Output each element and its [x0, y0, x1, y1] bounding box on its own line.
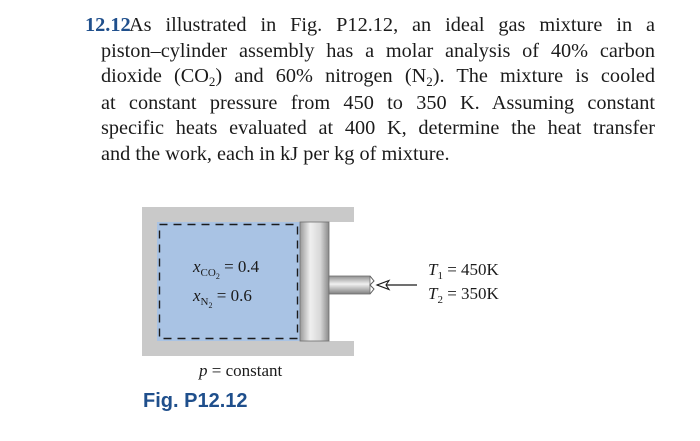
problem-line-2: piston–cylinder assembly has a molar analysis of 40% carbon — [101, 39, 655, 62]
n2-label-sub — [201, 296, 213, 308]
t2-symbol: T — [428, 284, 438, 303]
co2-subscript: 2 — [208, 74, 216, 89]
t2-value: = 350K — [447, 284, 499, 303]
co2-label-sub-text: CO — [200, 267, 216, 279]
t1-value: = 450K — [447, 260, 499, 279]
co2-label-sub — [201, 267, 220, 279]
co2-label-sub2: 2 — [215, 272, 220, 281]
piston-rod — [329, 276, 370, 294]
n2-value: = 0.6 — [216, 286, 252, 305]
pressure-text: = constant — [211, 361, 283, 380]
n2-x-symbol: x — [193, 286, 201, 305]
temperature-labels — [428, 259, 499, 307]
pressure-symbol: p — [199, 361, 208, 380]
n2-fraction-label — [193, 286, 252, 310]
n2-label-sub-text: N — [200, 296, 209, 308]
problem-line-3-c: ). The mixture is cooled — [432, 65, 655, 87]
problem-number: 12.12 — [85, 14, 131, 36]
n2-label-sub2: 2 — [208, 301, 213, 310]
pressure-label — [199, 361, 282, 381]
problem-line-6: and the work, each in kJ per kg of mixture. — [101, 142, 450, 165]
co2-fraction-label — [193, 257, 260, 281]
problem-line-1: As illustrated in Fig. P12.12, an ideal gas mixture in a — [129, 14, 655, 36]
co2-x-symbol: x — [193, 257, 201, 276]
t1-label — [428, 259, 499, 283]
co2-value: = 0.4 — [224, 257, 260, 276]
problem-line-5: specific heats evaluated at 400 K, determine the heat transfer — [101, 117, 655, 139]
problem-line-4: at constant pressure from 450 to 350 K. Assuming constant — [101, 91, 655, 114]
piston — [300, 222, 329, 341]
figure-caption: Fig. P12.12 — [143, 390, 248, 412]
problem-line-3-b: ) and 60% nitrogen (N — [215, 65, 427, 87]
n2-subscript: 2 — [426, 74, 433, 89]
t2-sub: 2 — [437, 294, 443, 306]
rod-end — [370, 276, 374, 294]
problem-line-3-a: dioxide (CO — [101, 65, 209, 87]
t1-symbol: T — [428, 260, 438, 279]
t1-sub: 1 — [437, 270, 443, 282]
gas-region — [157, 222, 300, 341]
t2-label — [428, 283, 499, 307]
